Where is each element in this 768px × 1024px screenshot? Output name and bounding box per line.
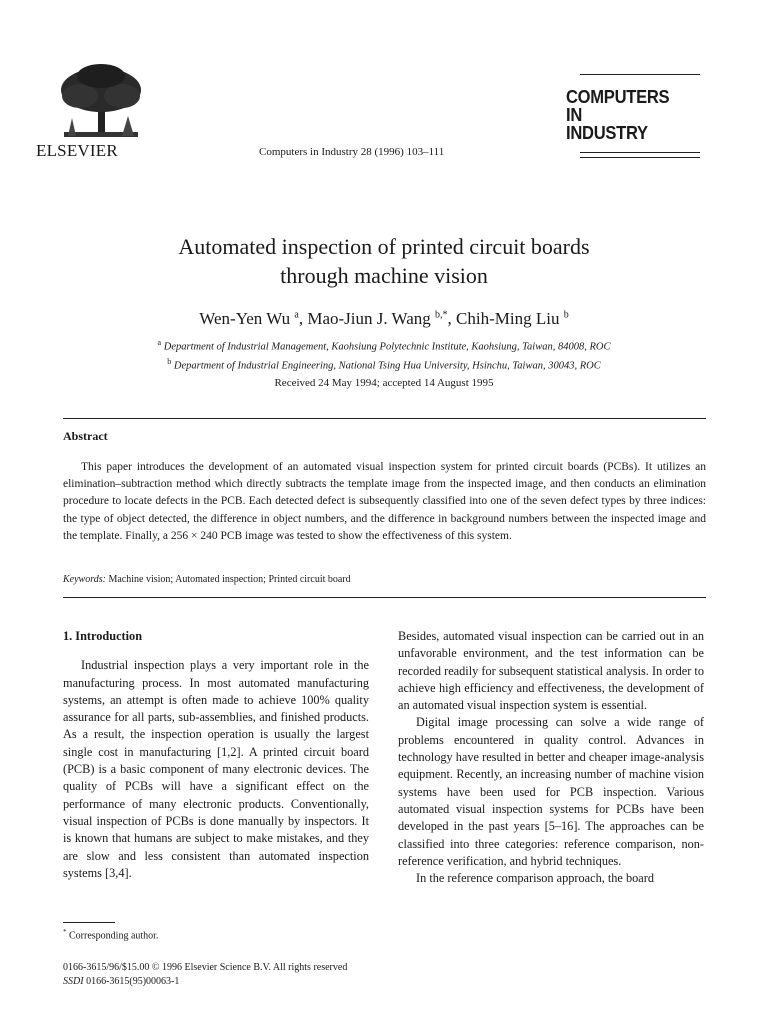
paragraph: Besides, automated visual inspection can be carried out in an unfavorable environment, and the test information can be recorded readily for subsequent statistical analysis. In order to achieve high efficiency and effectiveness, the development of an automated visual inspection system is essential. — [398, 629, 704, 713]
copyright-block — [63, 961, 347, 989]
tree-icon — [58, 62, 144, 142]
journal-rule-bottom-2 — [580, 157, 700, 158]
footnote — [63, 928, 158, 941]
author-affil-mark: b — [563, 309, 569, 321]
affiliation-mark: a — [157, 338, 162, 347]
paragraph: In the reference comparison approach, the board — [416, 871, 654, 886]
author-separator: , — [447, 309, 457, 328]
abstract-body: This paper introduces the development of an automated visual inspection system for printed circuit boards (PCBs). It utilizes an elimination–subtraction method which directly subtracts the template image from the inspected image, and then conducts an elimination procedure to locate defects in the PCB. Each detected defect is subsequently classified into one of the seven defect types by three indices: the type of object detected, the difference in object numbers, and the difference in background numbers between the inspected image and the template. Finally, a 256 × 240 PCB image was tested to show the effectiveness of this system. — [63, 461, 706, 542]
footnote-rule — [63, 922, 115, 923]
affiliation-text: Department of Industrial Management, Kaohsiung Polytechnic Institute, Kaohsiung, Taiwan, 84008, ROC — [163, 341, 611, 353]
affiliation-b — [0, 355, 768, 374]
abstract-rule-top — [63, 418, 706, 419]
title-line-1: Automated inspection of printed circuit boards — [178, 234, 590, 259]
journal-name-line1: COMPUTERS IN — [566, 87, 670, 125]
author-separator: , — [298, 309, 308, 328]
ssdi-code: 0166-3615(95)00063-1 — [86, 976, 180, 987]
keywords — [63, 574, 351, 585]
keywords-label: Keywords: — [63, 574, 106, 585]
left-column — [63, 628, 369, 882]
article-title — [0, 232, 768, 290]
ssdi-label: SSDI — [63, 976, 84, 987]
title-line-2: through machine vision — [280, 263, 488, 288]
author-affil-mark: b,* — [435, 309, 448, 321]
author-affil-mark: a — [294, 309, 299, 321]
ssdi-line — [63, 975, 347, 989]
copyright-line: 0166-3615/96/$15.00 © 1996 Elsevier Science B.V. All rights reserved — [63, 962, 348, 973]
affiliation-a — [0, 336, 768, 355]
journal-rule-bottom-1 — [580, 152, 700, 153]
author-name: Mao-Jiun J. Wang — [307, 309, 431, 328]
elsevier-tree-logo — [58, 62, 144, 142]
publisher-name: ELSEVIER — [36, 141, 118, 160]
journal-name — [566, 88, 686, 142]
journal-name-line2: INDUSTRY — [566, 123, 648, 143]
paragraph: Digital image processing can solve a wide range of problems encountered in quality control. Advances in technology have resulted in better and cheaper image-analysis equipment. Recently, an increasing number of machine vision systems have been used for PCB inspection. Various automated visual inspection systems for PCBs have been developed in the past years [5–16]. The approaches can be classified into three categories: reference comparison, non-reference verification, and hybrid techniques. — [398, 715, 704, 868]
author-name: Chih-Ming Liu — [456, 309, 560, 328]
paragraph: Industrial inspection plays a very important role in the manufacturing process. In most automated manufacturing systems, an attempt is often made to achieve 100% quality assurance for all parts, sub-assemblies, and finished products. As a result, the inspection operation is usually the largest single cost in manufacturing [1,2]. A printed circuit board (PCB) is a basic component of many electronic devices. The quality of PCBs will have a significant effect on the performance of many electronic products. Conventionally, visual inspection of PCBs is done manually by inspectors. It is known that humans are subject to make mistakes, and they are slow and less consistent than automated inspection systems [3,4]. — [63, 658, 369, 880]
author-name: Wen-Yen Wu — [199, 309, 291, 328]
affiliation-text: Department of Industrial Engineering, National Tsing Hua University, Hsinchu, Taiwan, 30043, ROC — [173, 360, 601, 371]
journal-citation: Computers in Industry 28 (1996) 103–111 — [259, 146, 445, 158]
abstract-heading: Abstract — [63, 429, 108, 443]
section-heading-introduction: 1. Introduction — [63, 629, 143, 643]
abstract-rule-bottom — [63, 597, 706, 598]
journal-rule-top — [580, 74, 700, 75]
affiliations — [0, 336, 768, 373]
keywords-text: Machine vision; Automated inspection; Printed circuit board — [108, 574, 351, 585]
footnote-mark: * — [63, 928, 67, 936]
author-list — [0, 309, 768, 329]
received-dates: Received 24 May 1994; accepted 14 August 1995 — [274, 377, 494, 389]
affiliation-mark: b — [167, 356, 172, 366]
footnote-text: Corresponding author. — [69, 930, 159, 942]
right-column — [398, 628, 704, 887]
